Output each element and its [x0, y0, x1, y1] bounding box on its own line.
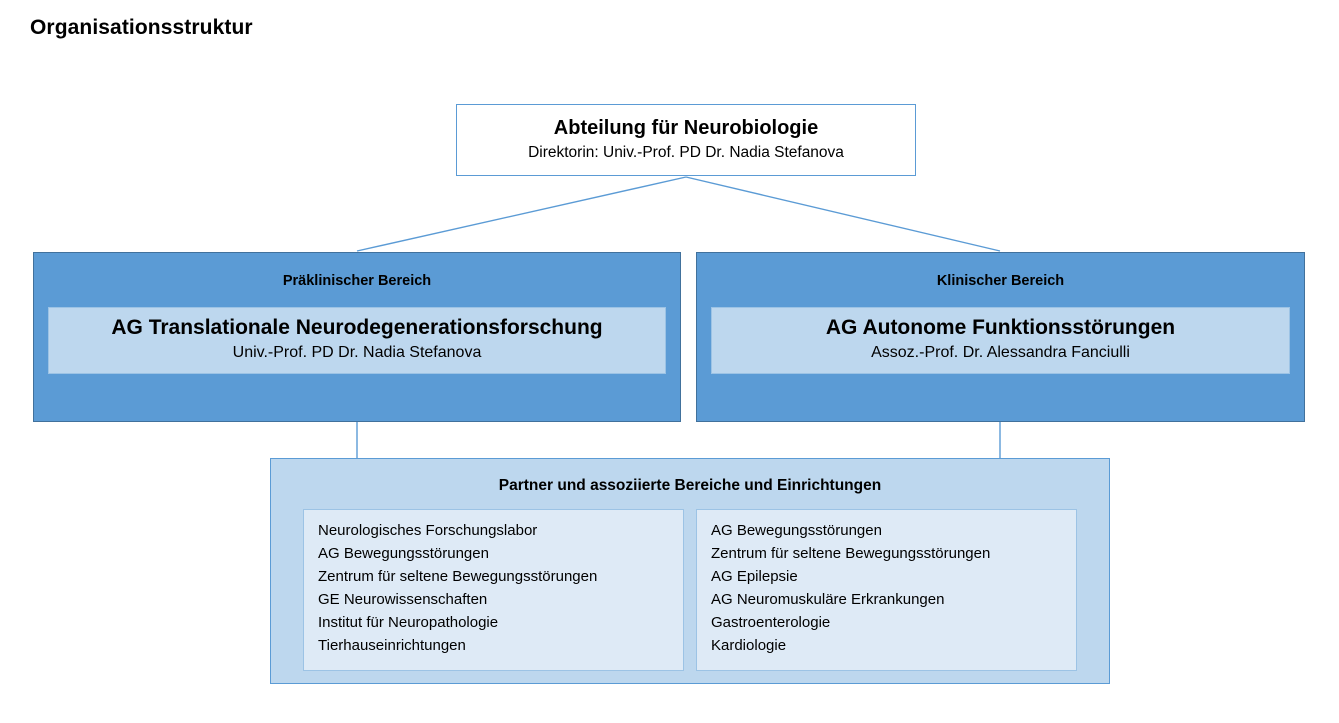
node-partners	[270, 458, 1110, 684]
partners-column-right	[696, 509, 1077, 671]
partners-columns	[271, 509, 1109, 671]
ag-translational-title: AG Translationale Neurodegenerationsforschung	[111, 316, 603, 339]
ag-autonomic-title: AG Autonome Funktionsstörungen	[825, 316, 1176, 339]
list-item: AG Bewegungsstörungen	[711, 522, 882, 539]
partners-column-left	[303, 509, 684, 671]
branch-label-clinical: Klinischer Bereich	[936, 273, 1065, 289]
list-item: Zentrum für seltene Bewegungsstörungen	[318, 567, 598, 585]
page-title: Organisationsstruktur	[30, 16, 253, 39]
node-clinical-branch	[696, 252, 1305, 422]
ag-autonomic-lead: Assoz.-Prof. Dr. Alessandra Fanciulli	[871, 344, 1130, 362]
node-ag-autonomic	[711, 307, 1290, 374]
list-item: Institut für Neuropathologie	[318, 613, 499, 631]
node-ag-translational	[48, 307, 666, 374]
list-item: Kardiologie	[711, 636, 787, 654]
partners-title: Partner und assoziierte Bereiche und Einrichtungen	[498, 477, 882, 494]
list-item: AG Neuromuskuläre Erkrankungen	[711, 590, 945, 608]
branch-label-preclinical: Präklinischer Bereich	[282, 273, 432, 289]
list-item: Neurologisches Forschungslabor	[318, 522, 538, 539]
node-department-root	[456, 104, 916, 176]
list-item: GE Neurowissenschaften	[318, 590, 488, 608]
root-subtitle: Direktorin: Univ.-Prof. PD Dr. Nadia Stefanova	[528, 144, 844, 162]
list-item: Zentrum für seltene Bewegungsstörungen	[711, 544, 991, 562]
list-item: AG Epilepsie	[711, 567, 798, 585]
ag-translational-lead: Univ.-Prof. PD Dr. Nadia Stefanova	[232, 344, 482, 362]
root-title: Abteilung für Neurobiologie	[553, 117, 819, 140]
list-item: AG Bewegungsstörungen	[318, 544, 489, 562]
list-item: Gastroenterologie	[711, 613, 831, 631]
list-item: Tierhauseinrichtungen	[318, 636, 466, 654]
node-preclinical-branch	[33, 252, 681, 422]
